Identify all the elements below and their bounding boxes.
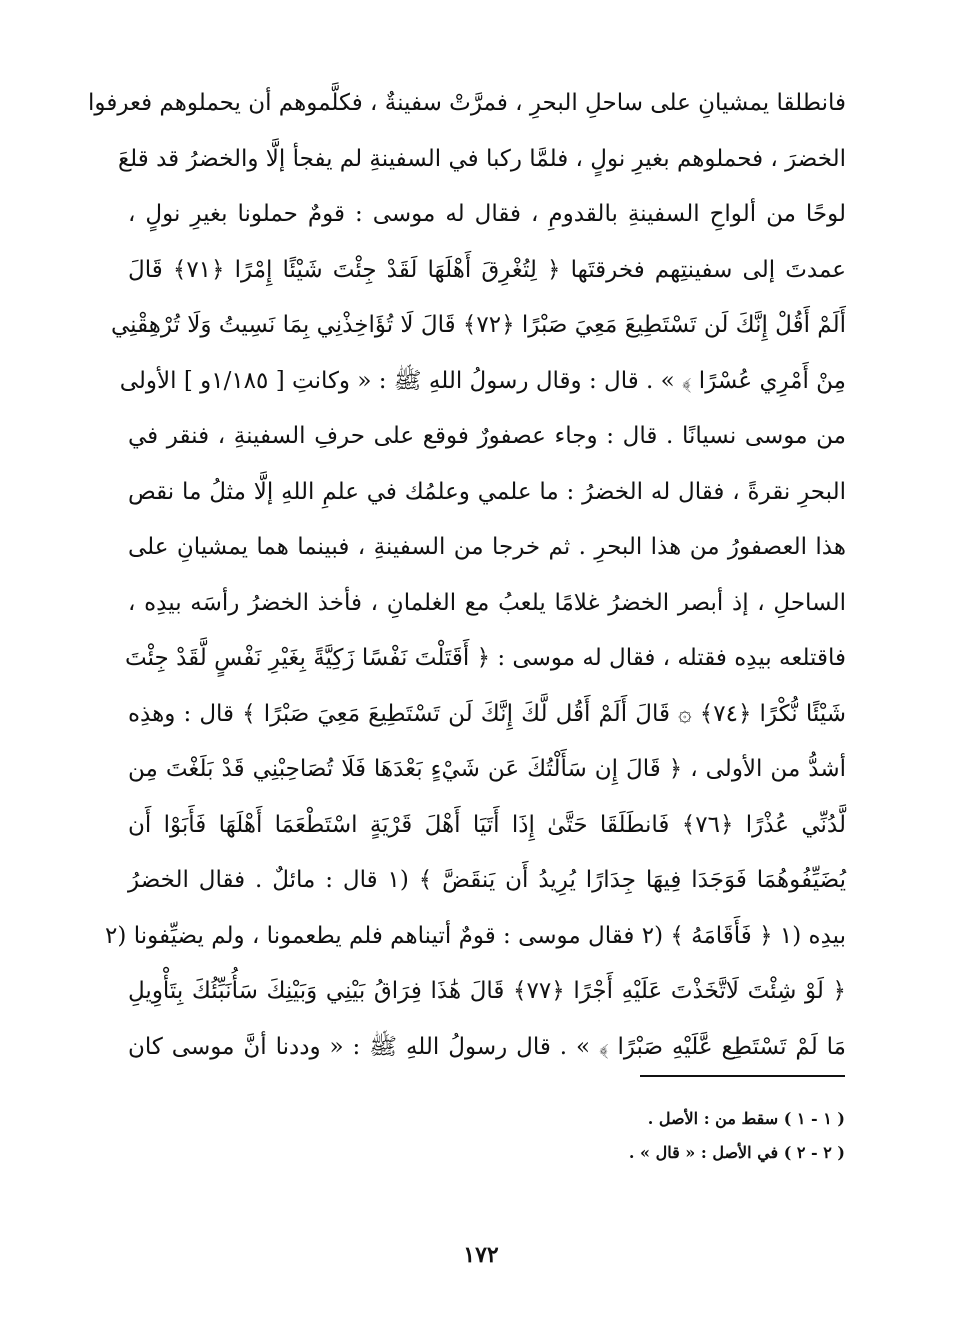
text-line: لوحًا من ألواحِ السفينةِ بالقدومِ ، فقال له موسى : قومٌ حملونا بغيرِ نولٍ ، xyxy=(128,201,846,227)
footnote: ( ٢ - ٢ ) في الأصل : « قال » . xyxy=(628,1143,845,1162)
text-line: فاقتلعه بيدِه فقتله ، فقال له موسى : ﴿ أَقَتَلْتَ نَفْسًا زَكِيَّةً بِغَيْرِ نَفْسٍ لَّقَدْ جِئْتَ xyxy=(125,645,846,671)
text-line: الخضرَ ، فحملوهم بغيرِ نولٍ ، فلمَّا ركبا في السفينةِ لم يفجأ إلَّا والخضرُ قد قلعَ xyxy=(117,145,846,172)
text-line: لَّدُنِّي عُذْرًا ﴿٧٦﴾ فَانطَلَقَا حَتَّىٰ إِذَا أَتَيَا أَهْلَ قَرْيَةٍ اسْتَطْعَمَا أَهْلَهَا فَأَبَوْا أَن xyxy=(128,811,846,838)
text-line: فانطلقا يمشيانِ على ساحلِ البحرِ ، فمرَّتْ سفينةٌ ، فكلَّموهم أن يحملوهم فعرفوا xyxy=(88,90,846,116)
page-number: ١٧٢ xyxy=(463,1242,499,1268)
text-line: مَا لَمْ تَسْتَطِع عَّلَيْهِ صَبْرًا ﴾ » . قال رسولُ اللهِ ﷺ : « وددنا أنَّ موسى كان xyxy=(128,1033,846,1060)
main-text-block xyxy=(88,76,846,1075)
text-line: أشدُّ من الأولى ، ﴿ قَالَ إِن سَأَلْتُكَ عَن شَيْءٍ بَعْدَهَا فَلَا تُصَاحِبْنِي قَدْ بَلَغْتَ مِن xyxy=(128,756,846,782)
text-line: البحرِ نقرةً ، فقال له الخضرُ : ما علمي وعلمُك في علمِ اللهِ إلَّا مثلُ ما نقص xyxy=(128,478,846,505)
text-line: ﴿ لَوْ شِئْتَ لَاتَّخَذْتَ عَلَيْهِ أَجْرًا ﴿٧٧﴾ قَالَ هَٰذَا فِرَاقُ بَيْنِي وَبَيْنِكَ سَأُنَبِّئُكَ بِتَأْوِيلِ xyxy=(128,978,846,1004)
text-line: الساحلِ ، إذ أبصر الخضرُ غلامًا يلعبُ مع الغلمانِ ، فأخذ الخضرُ رأسَه بيدِه ، xyxy=(128,589,846,616)
footnote: ( ١ - ١ ) سقط من : الأصل . xyxy=(647,1109,845,1128)
footnote-separator xyxy=(640,1075,845,1077)
text-line: هذا العصفورُ من هذا البحرِ . ثم خرجا من السفينةِ ، فبينما هما يمشيانِ على xyxy=(128,534,846,560)
text-line: من موسى نسيانًا . قال : وجاء عصفورٌ فوقع على حرفِ السفينةِ ، فنقر في xyxy=(128,423,846,449)
text-line: عمدتَ إلى سفينتِهم فخرقتَها ﴿ لِتُغْرِقَ أَهْلَهَا لَقَدْ جِئْتَ شَيْئًا إِمْرًا ﴿٧١﴾ قَالَ xyxy=(128,256,846,283)
text-line: بيدِه (١ ﴿ فَأَقَامَهُ ﴾ (٢ فقال موسى : قومٌ أتيناهم فلم يطعمونا ، ولم يضيِّفونا (٢ xyxy=(105,922,846,949)
footnotes xyxy=(500,1102,845,1170)
text-line: مِنْ أَمْرِي عُسْرًا ﴾ » . قال : وقال رسولُ اللهِ ﷺ : « وكانتِ [ ١/١٨٥و ] الأولى xyxy=(119,367,846,394)
text-line: يُضَيِّفُوهُمَا فَوَجَدَا فِيهَا جِدَارًا يُرِيدُ أَن يَنقَضَّ ﴾ (١ قال : مائلٌ . فقال الخضرُ xyxy=(128,867,846,893)
text-line: أَلَمْ أَقُلْ إِنَّكَ لَن تَسْتَطِيعَ مَعِيَ صَبْرًا ﴿٧٢﴾ قَالَ لَا تُؤَاخِذْنِي بِمَا نَسِيتُ وَلَا تُرْهِقْنِي xyxy=(111,312,846,338)
text-line: شَيْئًا نُّكْرًا ﴿٧٤﴾ ۞ قَالَ أَلَمْ أَقُل لَّكَ إِنَّكَ لَن تَسْتَطِيعَ مَعِيَ صَبْرًا ﴾ قال : وهذِه xyxy=(128,700,846,727)
